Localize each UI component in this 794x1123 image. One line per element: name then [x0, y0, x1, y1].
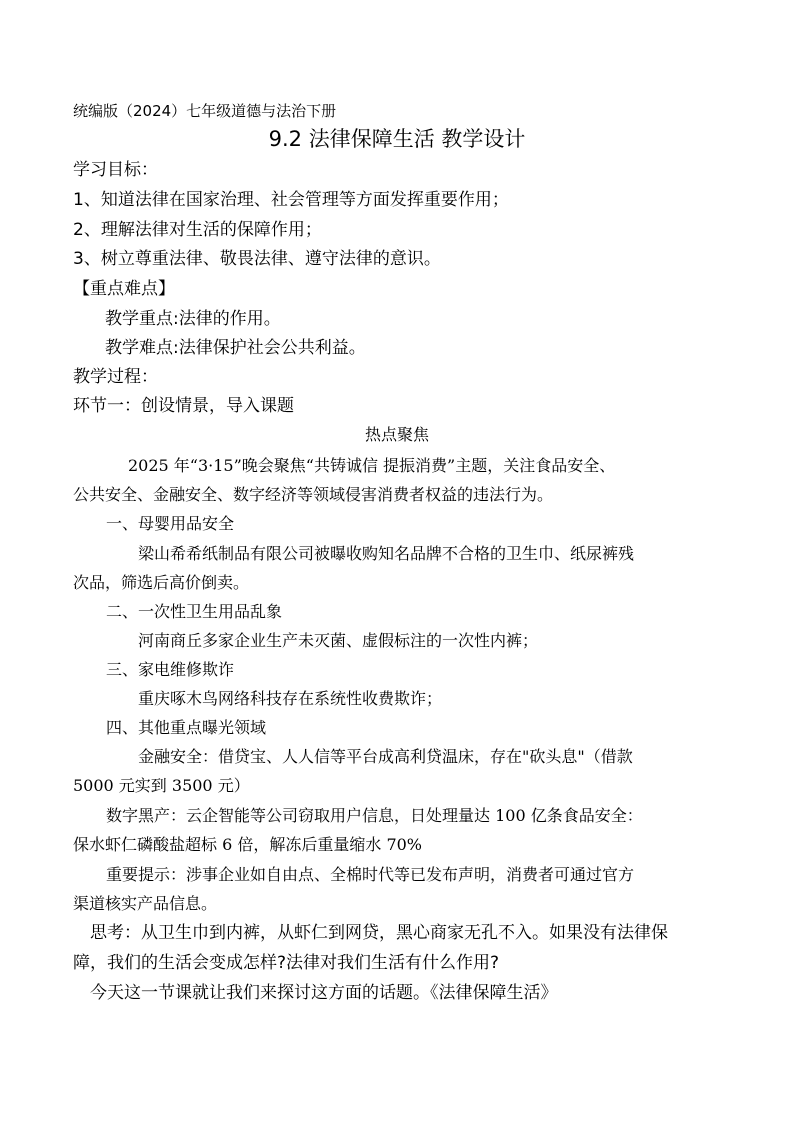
objective-item: 2、理解法律对生活的保障作用；: [73, 220, 322, 240]
document-title: 9.2 法律保障生活 教学设计: [268, 127, 526, 151]
section-paragraph-line: 保水虾仁磷酸盐超标 6 倍，解冻后重量缩水 70%: [73, 835, 423, 854]
section-paragraph-line: 重庆啄木鸟网络科技存在系统性收费欺诈；: [138, 689, 443, 708]
section-paragraph-line: 次品，筛选后高价倒卖。: [73, 573, 250, 592]
objective-item: 3、树立尊重法律、敬畏法律、遵守法律的意识。: [73, 249, 441, 269]
section-paragraph-line: 金融安全：借贷宝、人人信等平台成高利贷温床，存在"砍头息"（借款: [138, 747, 633, 766]
subject-header: 统编版（2024）七年级道德与法治下册: [73, 102, 337, 120]
objectives-heading: 学习目标：: [73, 160, 158, 180]
key-point: 教学重点:法律的作用。: [105, 309, 281, 329]
section-paragraph-line: 5000 元实到 3500 元）: [73, 776, 250, 795]
process-heading: 教学过程：: [73, 367, 158, 387]
section-heading: 四、其他重点曝光领域: [106, 718, 267, 737]
section-heading: 三、家电维修欺诈: [106, 660, 235, 679]
reflection-line: 思考：从卫生巾到内裤，从虾仁到网贷，黑心商家无孔不入。如果没有法律保: [90, 923, 668, 943]
reflection-line: 障，我们的生活会变成怎样?法律对我们生活有什么作用?: [73, 953, 500, 973]
section-paragraph-line: 重要提示：涉事企业如自由点、全棉时代等已发布声明，消费者可通过官方: [106, 865, 635, 884]
difficult-point: 教学难点:法律保护社会公共利益。: [105, 338, 366, 358]
section-paragraph-line: 梁山希希纸制品有限公司被曝收购知名品牌不合格的卫生巾、纸尿裤残: [138, 544, 635, 563]
section-paragraph-line: 数字黑产：云企智能等公司窃取用户信息，日处理量达 100 亿条食品安全：: [106, 806, 643, 825]
key-difficult-heading: 【重点难点】: [73, 279, 175, 299]
intro-paragraph-line: 公共安全、金融安全、数字经济等领域侵害消费者权益的违法行为。: [73, 485, 554, 504]
objective-item: 1、知道法律在国家治理、社会管理等方面发挥重要作用；: [73, 190, 509, 210]
section-heading: 一、母婴用品安全: [106, 514, 235, 533]
closing-line: 今天这一节课就让我们来探讨这方面的话题。《法律保障生活》: [90, 983, 558, 1003]
hot-topic-title: 热点聚焦: [364, 425, 429, 444]
intro-paragraph-line: 2025 年“3·15”晚会聚焦“共铸诚信 提振消费”主题，关注食品安全、: [128, 456, 616, 475]
section-heading: 二、一次性卫生用品乱象: [106, 602, 283, 621]
section-paragraph-line: 河南商丘多家企业生产未灭菌、虚假标注的一次性内裤；: [138, 631, 539, 650]
section-paragraph-line: 渠道核实产品信息。: [73, 894, 218, 913]
step-heading: 环节一：创设情景，导入课题: [73, 396, 294, 416]
